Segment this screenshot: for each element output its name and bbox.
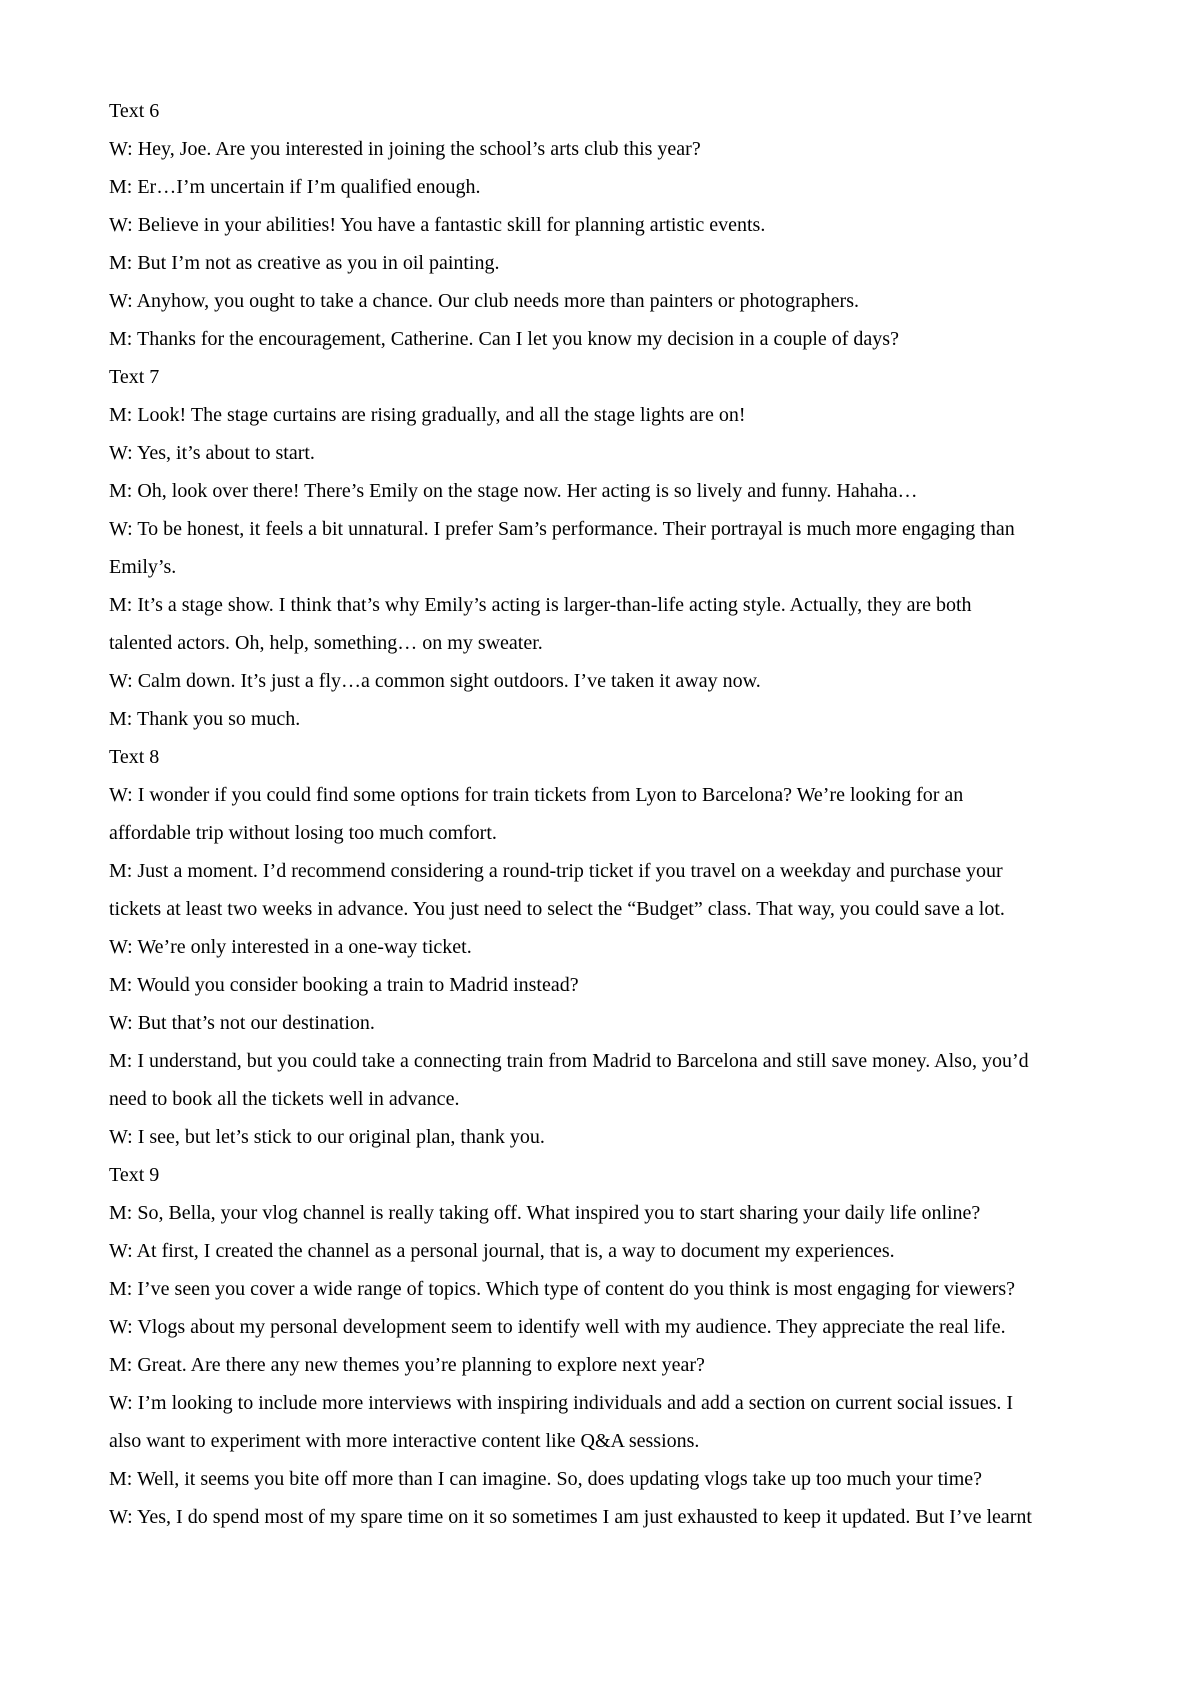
dialogue-line: M: Would you consider booking a train to Madrid instead? <box>109 974 579 996</box>
dialogue-line: M: But I’m not as creative as you in oil painting. <box>109 252 500 274</box>
dialogue-line: W: To be honest, it feels a bit unnatural. I prefer Sam’s performance. Their portrayal is much more engaging than <box>109 518 1015 540</box>
dialogue-line: M: Look! The stage curtains are rising gradually, and all the stage lights are on! <box>109 404 746 426</box>
dialogue-line: M: I’ve seen you cover a wide range of topics. Which type of content do you think is most engaging for viewers? <box>109 1278 1016 1300</box>
dialogue-line: need to book all the tickets well in advance. <box>109 1088 460 1110</box>
dialogue-line: M: I understand, but you could take a connecting train from Madrid to Barcelona and still save money. Also, you’d <box>109 1050 1029 1072</box>
section-heading: Text 9 <box>109 1164 160 1186</box>
dialogue-line: W: Vlogs about my personal development seem to identify well with my audience. They appreciate the real life. <box>109 1316 1006 1338</box>
dialogue-line: W: Believe in your abilities! You have a fantastic skill for planning artistic events. <box>109 214 766 236</box>
dialogue-line: M: So, Bella, your vlog channel is really taking off. What inspired you to start sharing your daily life online? <box>109 1202 981 1224</box>
dialogue-line: W: I’m looking to include more interviews with inspiring individuals and add a section on current social issues. I <box>109 1392 1014 1414</box>
section-heading: Text 7 <box>109 366 160 388</box>
dialogue-line: M: Well, it seems you bite off more than I can imagine. So, does updating vlogs take up too much your time? <box>109 1468 983 1490</box>
document-body <box>109 92 1099 1536</box>
dialogue-line: M: Oh, look over there! There’s Emily on the stage now. Her acting is so lively and funny. Hahaha… <box>109 480 918 502</box>
dialogue-line: W: Yes, it’s about to start. <box>109 442 315 464</box>
dialogue-line: also want to experiment with more interactive content like Q&A sessions. <box>109 1430 700 1452</box>
dialogue-line: tickets at least two weeks in advance. You just need to select the “Budget” class. That way, you could save a lot. <box>109 898 1005 920</box>
dialogue-line: Emily’s. <box>109 556 177 578</box>
section-heading: Text 8 <box>109 746 160 768</box>
dialogue-line: M: Er…I’m uncertain if I’m qualified enough. <box>109 176 481 198</box>
dialogue-line: W: At first, I created the channel as a personal journal, that is, a way to document my experiences. <box>109 1240 895 1262</box>
dialogue-line: W: We’re only interested in a one-way ticket. <box>109 936 472 958</box>
dialogue-line: M: It’s a stage show. I think that’s why Emily’s acting is larger-than-life acting style. Actually, they are both <box>109 594 972 616</box>
dialogue-line: M: Great. Are there any new themes you’re planning to explore next year? <box>109 1354 705 1376</box>
dialogue-line: M: Thank you so much. <box>109 708 301 730</box>
dialogue-line: M: Just a moment. I’d recommend considering a round-trip ticket if you travel on a weekday and purchase your <box>109 860 1003 882</box>
dialogue-line: W: But that’s not our destination. <box>109 1012 375 1034</box>
dialogue-line: W: Calm down. It’s just a fly…a common sight outdoors. I’ve taken it away now. <box>109 670 761 692</box>
dialogue-line: W: I see, but let’s stick to our original plan, thank you. <box>109 1126 545 1148</box>
dialogue-line: W: I wonder if you could find some options for train tickets from Lyon to Barcelona? We’re looking for an <box>109 784 964 806</box>
dialogue-line: affordable trip without losing too much comfort. <box>109 822 497 844</box>
dialogue-line: talented actors. Oh, help, something… on my sweater. <box>109 632 543 654</box>
dialogue-line: W: Hey, Joe. Are you interested in joining the school’s arts club this year? <box>109 138 701 160</box>
dialogue-line: W: Anyhow, you ought to take a chance. Our club needs more than painters or photographers. <box>109 290 859 312</box>
dialogue-line: M: Thanks for the encouragement, Catherine. Can I let you know my decision in a couple of days? <box>109 328 899 350</box>
dialogue-line: W: Yes, I do spend most of my spare time on it so sometimes I am just exhausted to keep it updated. But I’ve learnt <box>109 1506 1032 1528</box>
section-heading: Text 6 <box>109 100 160 122</box>
